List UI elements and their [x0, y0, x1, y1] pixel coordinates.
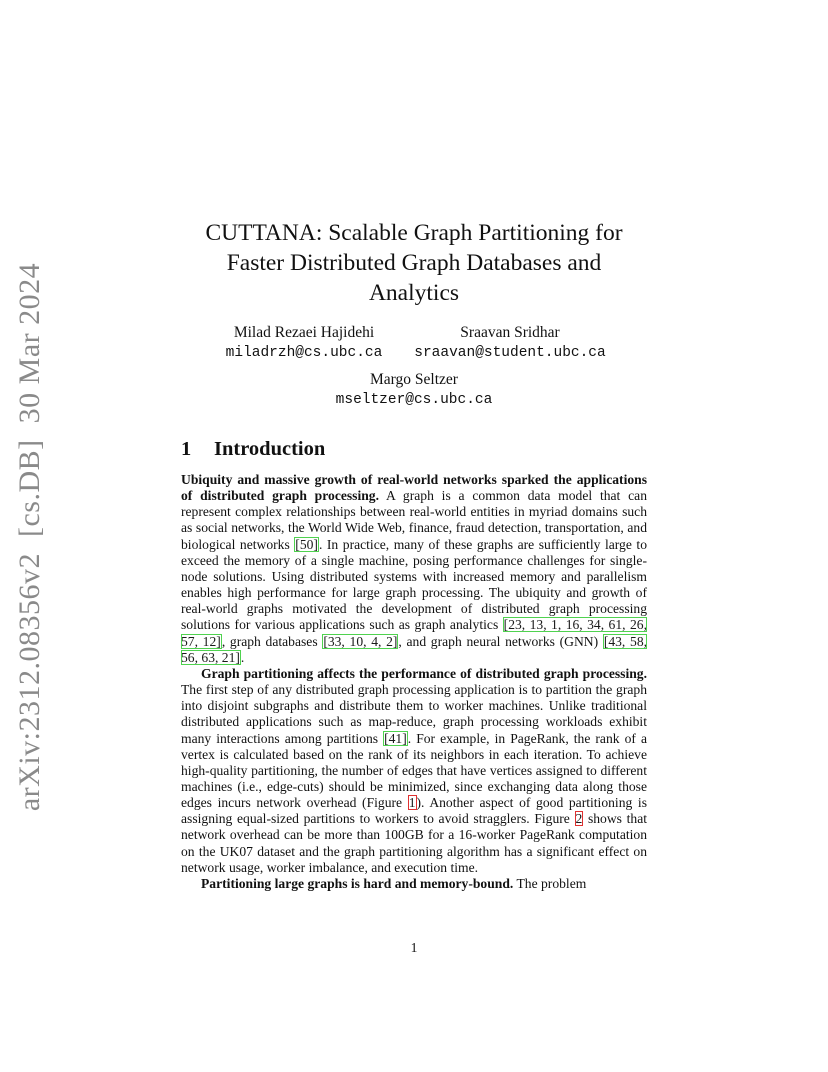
title-line-1: CUTTANA: Scalable Graph Partitioning for	[205, 220, 623, 246]
paragraph-lead: Ubiquity and massive growth of real-world networks sparked the applications of distributed graph processing.	[181, 472, 647, 504]
paper-title	[160, 218, 668, 308]
arxiv-id: arXiv:2312.08356v2	[13, 553, 46, 812]
section-heading	[181, 438, 325, 461]
paragraph-text: , graph databases	[221, 633, 323, 649]
paragraph	[181, 876, 647, 892]
title-line-2: Faster Distributed Graph Databases and	[226, 250, 602, 276]
paragraph-text: . In practice, many of these graphs are sufficiently large to exceed the memory of a single machine, posing performance challenges for single-node solutions. Using distributed systems with increased memory and parallelism enables high performance for large graph processing. The ubiquity and growth of real-world graphs motivated the development of distributed graph processing solutions for various applications such as graph analytics	[181, 536, 647, 633]
paragraph	[181, 472, 647, 666]
author-block	[214, 322, 394, 364]
paragraph-text: ). Another aspect of good partitioning is assigning equal-sized partitions to workers to avoid stragglers. Figure	[181, 795, 647, 827]
paragraph-text: The problem	[513, 875, 587, 891]
author-name: Sraavan Sridhar	[460, 324, 560, 341]
citation-link[interactable]: [23, 13, 1, 16, 34, 61, 26, 57, 12]	[181, 617, 647, 649]
citation-link[interactable]: [43, 58, 56, 63, 21]	[181, 633, 648, 665]
citation-link[interactable]: [41]	[384, 730, 407, 746]
paragraph-lead: Graph partitioning affects the performance of distributed graph processing.	[201, 665, 647, 681]
author-name: Milad Rezaei Hajidehi	[233, 324, 375, 341]
paragraph-text: shows that network overhead can be more than 100GB for a 16-worker PageRank computation on the UK07 dataset and the graph partitioning algorithm has a significant effect on network usage, worker imbalance, and execution time.	[181, 811, 648, 875]
paragraph-text: , and graph neural networks (GNN)	[398, 633, 603, 649]
paragraph-lead: Partitioning large graphs is hard and memory-bound.	[201, 875, 514, 891]
citation-link[interactable]: [33, 10, 4, 2]	[323, 633, 398, 649]
page-number: 1	[410, 940, 418, 955]
author-email[interactable]: miladrzh@cs.ubc.ca	[225, 345, 383, 361]
paragraph-text: .	[240, 649, 245, 665]
arxiv-date: 30 Mar 2024	[13, 262, 46, 424]
title-line-3: Analytics	[368, 280, 460, 306]
paragraph-text: . For example, in PageRank, the rank of a vertex is calculated based on the rank of its neighbors in each iteration. To achieve high-quality partitioning, the number of edges that have vertices assigned to different machines (i.e., edge-cuts) should be minimized, since exchanging data along those edges incurs network overhead (Figure	[181, 730, 647, 811]
figure-ref-link[interactable]: 2	[575, 811, 583, 827]
arxiv-category: [cs.DB]	[13, 439, 46, 537]
author-email[interactable]: sraavan@student.ubc.ca	[414, 345, 606, 361]
author-block	[314, 369, 514, 411]
figure-ref-link[interactable]: 1	[408, 795, 416, 811]
author-name: Margo Seltzer	[370, 371, 458, 388]
citation-link[interactable]: [50]	[295, 536, 318, 552]
author-email[interactable]: mseltzer@cs.ubc.ca	[335, 392, 493, 408]
section-number: 1	[181, 438, 192, 460]
author-block	[410, 322, 610, 364]
paragraph-text: The first step of any distributed graph processing application is to partition the graph into disjoint subgraphs and distribute them to worker machines. Unlike traditional distributed applications such as map-reduce, graph processing workloads exhibit many interactions among partitions	[181, 682, 647, 746]
section-title: Introduction	[214, 438, 326, 460]
paragraph	[181, 666, 647, 876]
paragraph-text: A graph is a common data model that can represent complex relationships between real-world entities in myriad domains such as social networks, the World Wide Web, finance, fraud detection, transportation, and biological networks	[181, 488, 647, 552]
body-text	[181, 472, 647, 892]
arxiv-side-stamp	[13, 263, 47, 811]
